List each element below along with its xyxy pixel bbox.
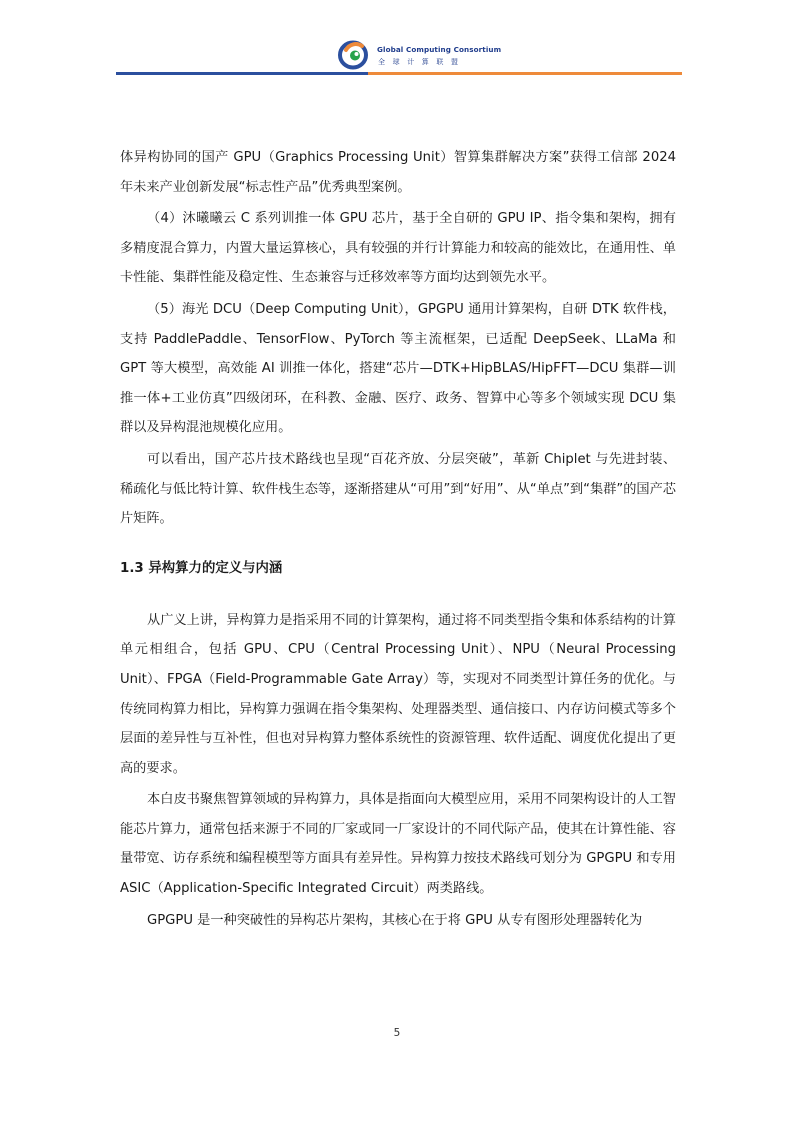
header-rule-orange <box>368 72 682 75</box>
org-name-cn: 全球计算联盟 <box>378 58 466 66</box>
paragraph-7: GPGPU 是一种突破性的异构芯片架构，其核心在于将 GPU 从专有图形处理器转化为 <box>147 912 643 928</box>
paragraph-4: 可以看出，国产芯片技术路线也呈现“百花齐放、分层突破”，革新 Chiplet 与先进封装、稀疏化与低比特计算、软件栈生态等，逐渐搭建从“可用”到“好用”、从“单点”到“集群”的国产芯片矩阵。 <box>120 451 676 527</box>
section-heading: 1.3 异构算力的定义与内涵 <box>120 560 283 576</box>
paragraph-5: 从广义上讲，异构算力是指采用不同的计算架构，通过将不同类型指令集和体系结构的计算单元相组合，包括 GPU、CPU（Central Processing Unit）、NPU（Neural Processing Unit）、FPGA（Field-Programmable Gate Array）等，实现对不同类型计算任务的优化。与传统同构算力相比，异构算力强调在指令集架构、处理器类型、通信接口、内存访问模式等多个层面的差异性与互补性，但也对异构算力整体系统性的资源管理、软件适配、调度优化提出了更高的要求。 <box>120 612 676 776</box>
global-computing-consortium-logo-icon <box>338 40 372 70</box>
page-body <box>120 143 676 937</box>
header-rule-blue <box>116 72 368 75</box>
paragraph-6: 本白皮书聚焦智算领域的异构算力，具体是指面向大模型应用，采用不同架构设计的人工智能芯片算力，通常包括来源于不同的厂家或同一厂家设计的不同代际产品，使其在计算性能、容量带宽、访存系统和编程模型等方面具有差异性。异构算力按技术路线可划分为 GPGPU 和专用 ASIC（Application-Specific Integrated Circuit）两类路线。 <box>120 792 676 897</box>
page-header <box>0 0 794 80</box>
paragraph-1: 体异构协同的国产 GPU（Graphics Processing Unit）智算集群解决方案”获得工信部 2024 年未来产业创新发展“标志性产品”优秀典型案例。 <box>120 150 676 195</box>
paragraph-2: （4）沐曦曦云 C 系列训推一体 GPU 芯片，基于全自研的 GPU IP、指令集和架构，拥有多精度混合算力，内置大量运算核心，具有较强的并行计算能力和较高的能效比，在通用性、单卡性能、集群性能及稳定性、生态兼容与迁移效率等方面均达到领先水平。 <box>120 211 676 286</box>
paragraph-3: （5）海光 DCU（Deep Computing Unit），GPGPU 通用计算架构，自研 DTK 软件栈，支持 PaddlePaddle、TensorFlow、PyTorch 等主流框架，已适配 DeepSeek、LLaMa 和 GPT 等大模型，高效能 AI 训推一体化，搭建“芯片—DTK+HipBLAS/HipFFT—DCU 集群—训推一体+工业仿真”四级闭环，在科教、金融、医疗、政务、智算中心等多个领域实现 DCU 集群以及异构混池规模化应用。 <box>120 301 676 436</box>
page-number: 5 <box>393 1027 401 1039</box>
org-name-en: Global Computing Consortium <box>377 45 502 54</box>
